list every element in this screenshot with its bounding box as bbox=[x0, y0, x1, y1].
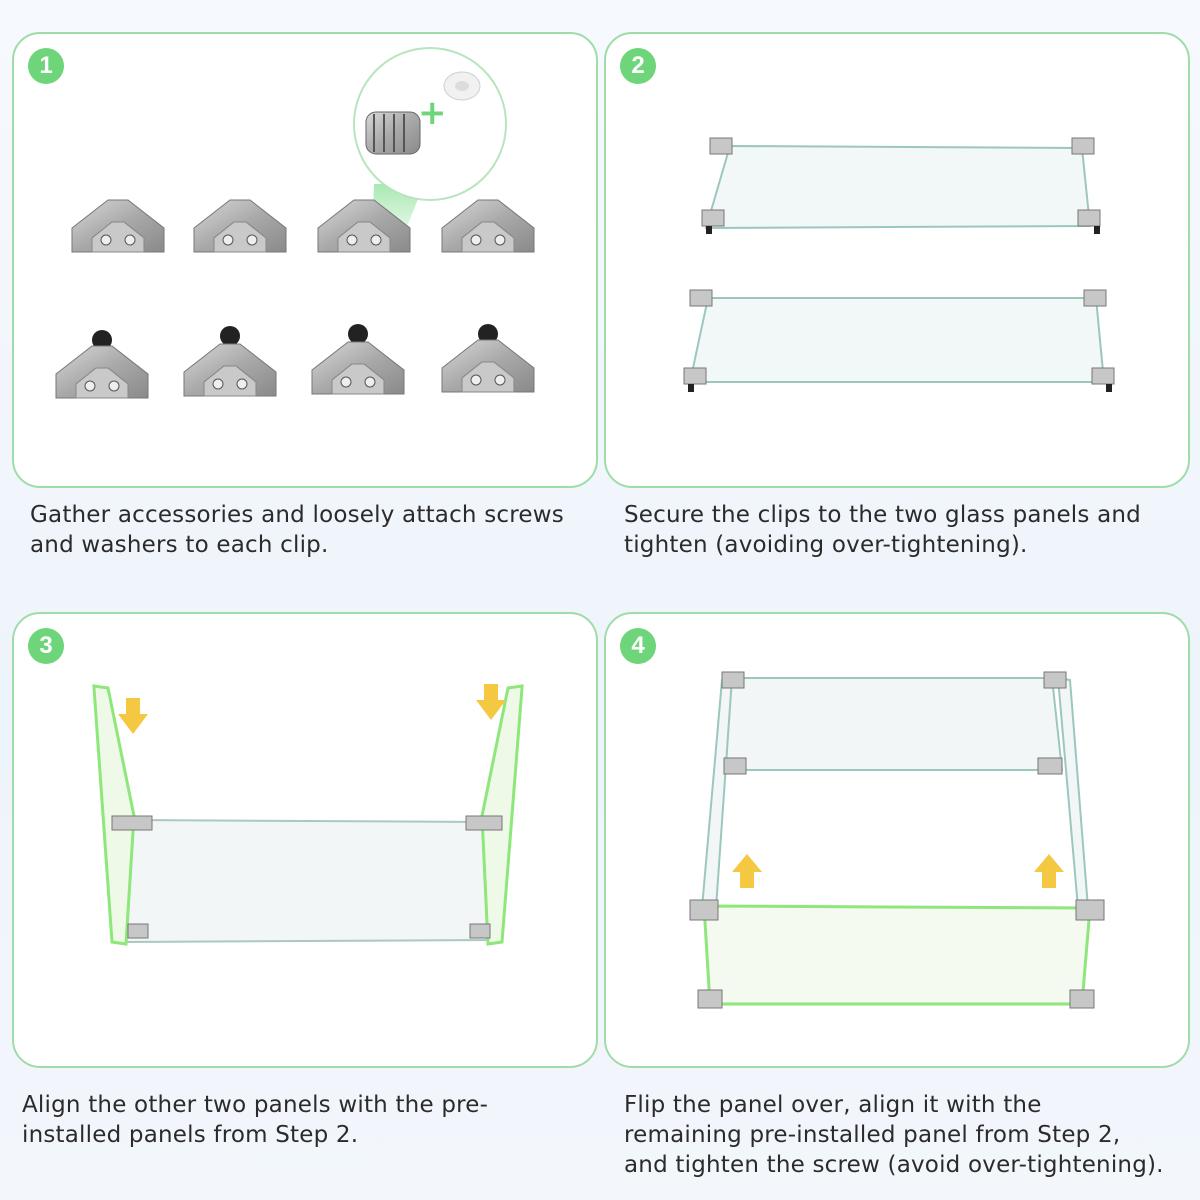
step-1-panel bbox=[12, 32, 598, 488]
step-2-panel bbox=[604, 32, 1190, 488]
plus-icon: + bbox=[418, 93, 447, 133]
step-1-illustration bbox=[14, 34, 598, 488]
step-2-illustration bbox=[606, 34, 1190, 488]
step-4-panel bbox=[604, 612, 1190, 1068]
step-3-illustration bbox=[14, 614, 598, 1068]
step-2-caption: Secure the clips to the two glass panels and tighten (avoiding over-tightening). bbox=[624, 502, 1141, 558]
down-arrow-icon bbox=[118, 698, 148, 734]
step-3-badge: 3 bbox=[28, 628, 64, 664]
step-3-caption: Align the other two panels with the pre-installed panels from Step 2. bbox=[22, 1092, 489, 1148]
step-3-panel bbox=[12, 612, 598, 1068]
step-2-badge: 2 bbox=[620, 48, 656, 84]
step-1-caption: Gather accessories and loosely attach screws and washers to each clip. bbox=[30, 502, 564, 558]
step-4-caption: Flip the panel over, align it with the remaining pre-installed panel from Step 2, and tighten the screw (avoid over-tightening). bbox=[624, 1092, 1164, 1178]
up-arrow-icon bbox=[732, 854, 762, 888]
step-4-illustration bbox=[606, 614, 1190, 1068]
up-arrow-icon bbox=[1034, 854, 1064, 888]
step-1-badge: 1 bbox=[28, 48, 64, 84]
step-4-badge: 4 bbox=[620, 628, 656, 664]
